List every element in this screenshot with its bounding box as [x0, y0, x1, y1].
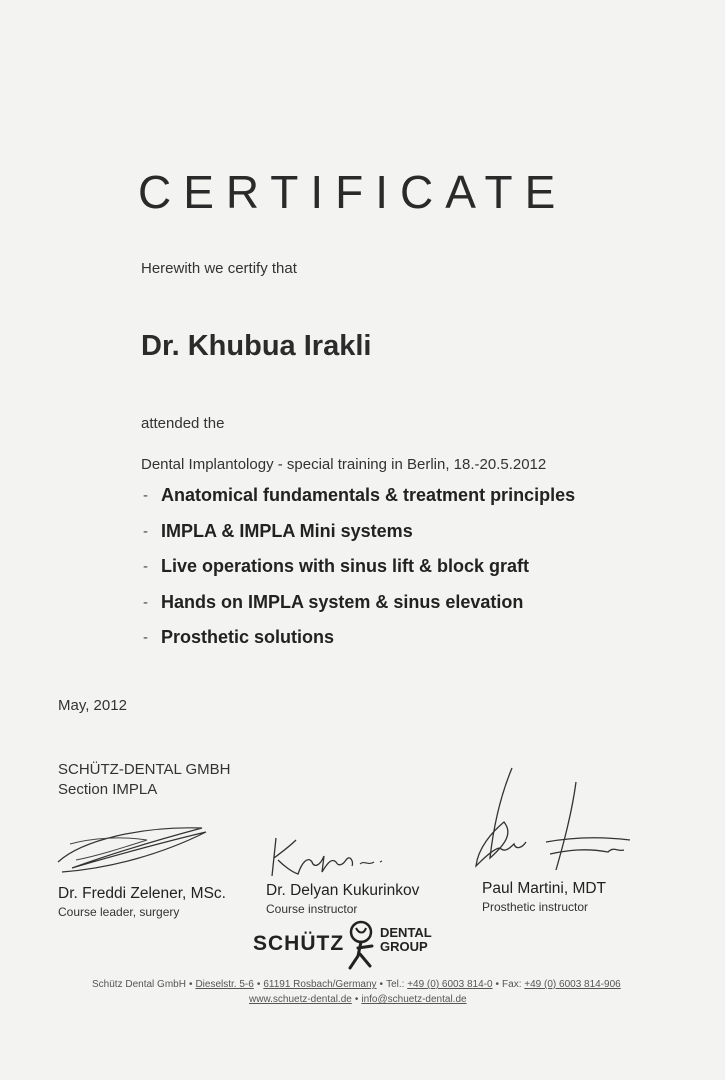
footer-separator: • [256, 979, 261, 990]
topic-label: Hands on IMPLA system & sinus elevation [161, 591, 524, 612]
intro-text: Herewith we certify that [141, 260, 297, 277]
topic-item [143, 521, 575, 557]
signatory-martini [482, 880, 606, 914]
footer-company: Schütz Dental GmbH [92, 979, 186, 990]
topic-bullet: - [143, 522, 148, 540]
footer-address-line [92, 979, 621, 990]
logo-group-text [380, 926, 432, 954]
issuer-section: Section IMPLA [58, 781, 158, 798]
footer-separator: • [379, 979, 384, 990]
logo-wordmark: SCHÜTZ [253, 932, 345, 955]
logo-group-line1: DENTAL [380, 925, 432, 940]
course-description: Dental Implantology - special training in Berlin, 18.-20.5.2012 [141, 456, 547, 473]
topic-label: IMPLA & IMPLA Mini systems [161, 520, 413, 541]
topic-item [143, 592, 575, 628]
signatory-name: Dr. Delyan Kukurinkov [266, 882, 420, 899]
issuer-company: SCHÜTZ-DENTAL GMBH [58, 761, 231, 778]
signatory-role: Course instructor [266, 902, 358, 916]
footer-email-link[interactable]: info@schuetz-dental.de [361, 994, 467, 1005]
attended-text: attended the [141, 415, 225, 432]
signatory-role: Course leader, surgery [58, 905, 180, 919]
footer-fax-label: Fax: [502, 979, 522, 990]
topic-bullet: - [143, 593, 148, 611]
signatory-name: Dr. Freddi Zelener, MSc. [58, 885, 226, 902]
signature-zelener [52, 818, 212, 880]
topic-item [143, 627, 575, 663]
certificate-title: CERTIFICATE [138, 166, 568, 218]
topic-item [143, 556, 575, 592]
issue-date: May, 2012 [58, 697, 127, 714]
logo-group-line2: GROUP [380, 939, 428, 954]
signature-kukurinkov [268, 832, 388, 880]
signatory-role: Prosthetic instructor [482, 900, 589, 914]
topic-item [143, 485, 575, 521]
signatory-kukurinkov [266, 882, 419, 916]
recipient-name: Dr. Khubua Irakli [141, 330, 372, 362]
signature-martini [468, 762, 638, 882]
footer-web-line [249, 994, 467, 1005]
footer-separator: • [354, 994, 359, 1005]
topic-bullet: - [143, 629, 148, 646]
footer-separator: • [495, 979, 500, 990]
footer-separator: • [188, 979, 193, 990]
tooth-figure-icon [346, 920, 378, 972]
topic-bullet: - [143, 487, 148, 504]
footer-tel: +49 (0) 6003 814-0 [407, 979, 493, 990]
footer-tel-label: Tel.: [386, 979, 405, 990]
footer-street: Dieselstr. 5-6 [195, 979, 254, 990]
signatory-name: Paul Martini, MDT [482, 880, 607, 897]
topic-bullet: - [143, 558, 148, 575]
topic-list [143, 485, 575, 663]
topic-label: Live operations with sinus lift & block graft [161, 556, 530, 576]
signatory-zelener [58, 885, 226, 919]
footer-website-link[interactable]: www.schuetz-dental.de [249, 994, 352, 1005]
issuer-block [58, 760, 231, 800]
footer-city: 61191 Rosbach/Germany [263, 979, 377, 990]
footer-fax: +49 (0) 6003 814-906 [524, 979, 621, 990]
topic-label: Prosthetic solutions [161, 627, 335, 647]
topic-label: Anatomical fundamentals & treatment principles [161, 485, 576, 505]
